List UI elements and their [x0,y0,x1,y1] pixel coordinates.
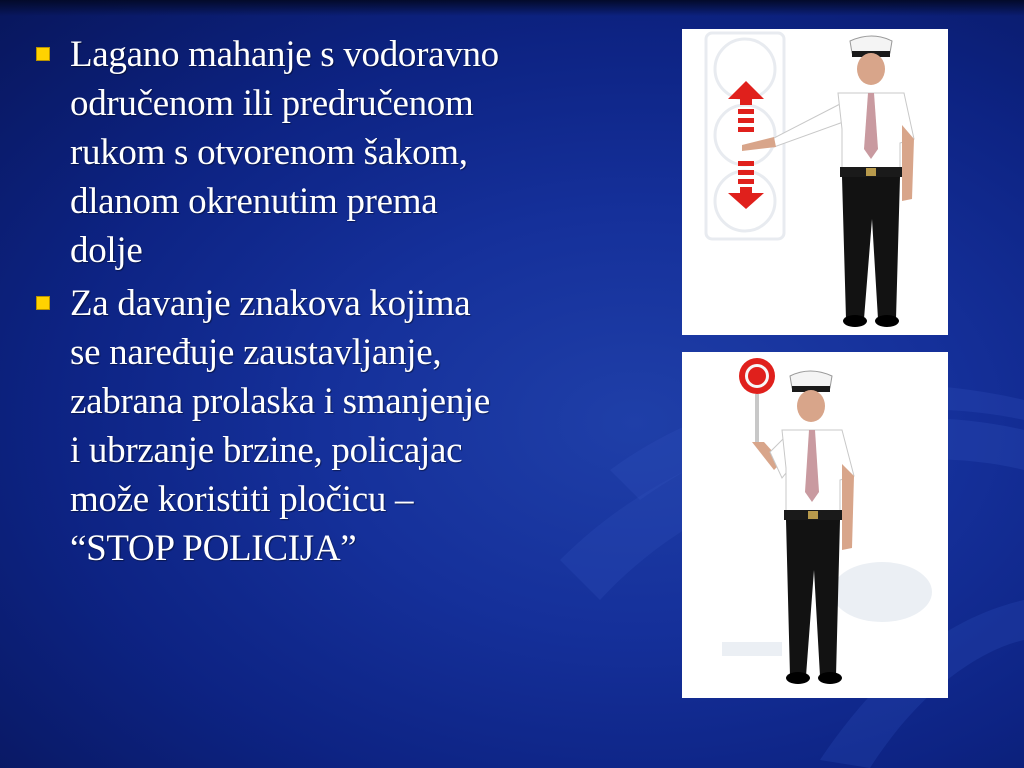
top-band [0,0,1024,16]
bullet-item [30,30,500,275]
bullet-text: Za davanje znakova kojima se naređuje zaustavljanje, zabrana prolaska i smanjenje i ubrzanje brzine, policajac može koristiti pločicu – “STOP POLICIJA” [70,283,490,569]
square-bullet-icon [36,47,50,61]
square-bullet-icon [36,296,50,310]
policeman-arm-extended-photo [682,29,948,335]
bullet-text: Lagano mahanje s vodoravno odručenom ili predručenom rukom s otvorenom šakom, dlanom okrenutim prema dolje [70,34,499,271]
stop-paddle-icon [739,358,775,444]
bullet-item [30,279,500,573]
bullet-list [30,30,500,577]
policeman-stop-paddle-photo [682,352,948,698]
policeman-figure [752,371,854,684]
